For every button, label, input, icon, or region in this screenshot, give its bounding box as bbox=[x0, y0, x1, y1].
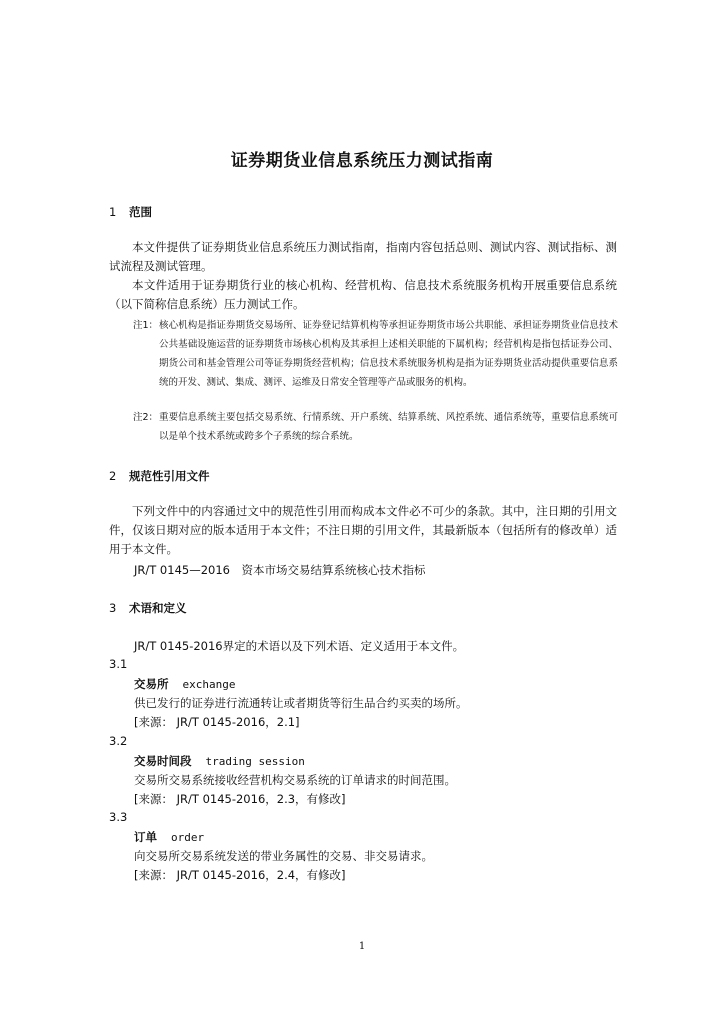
section-number: 2 bbox=[109, 469, 117, 483]
term-number: 3.2 bbox=[109, 734, 128, 748]
term-definition: 交易所交易系统接收经营机构交易系统的订单请求的时间范围。 bbox=[134, 773, 456, 787]
term-heading bbox=[134, 753, 305, 769]
term-zh: 交易时间段 bbox=[134, 754, 192, 768]
term-zh: 订单 bbox=[134, 830, 157, 844]
note-1 bbox=[133, 316, 618, 392]
note-text: 核心机构是指证券期货交易场所、证券登记结算机构等承担证券期货市场公共职能、承担证券期货业信息技术公共基础设施运营的证券期货市场核心机构及其承担上述相关职能的下属机构；经营机构是指包括证券公司、期货公司和基金管理公司等证券期货经营机构；信息技术系统服务机构是指为证券期货业活动提供重要信息系统的开发、测试、集成、测评、运维及日常安全管理等产品或服务的机构。 bbox=[159, 320, 618, 388]
section-title: 术语和定义 bbox=[129, 601, 187, 615]
scope-paragraph-1: 本文件提供了证券期货业信息系统压力测试指南，指南内容包括总则、测试内容、测试指标、测试流程及测试管理。 bbox=[109, 240, 617, 273]
term-heading bbox=[134, 676, 235, 692]
section-title: 规范性引用文件 bbox=[129, 469, 210, 483]
section-number: 1 bbox=[109, 205, 117, 219]
term-heading bbox=[134, 829, 204, 845]
note-label: 注2： bbox=[133, 412, 159, 423]
note-2 bbox=[133, 408, 618, 446]
note-label: 注1： bbox=[133, 320, 159, 331]
term-en: trading session bbox=[205, 755, 305, 768]
term-en: exchange bbox=[182, 678, 236, 691]
document-title: 证券期货业信息系统压力测试指南 bbox=[230, 151, 494, 171]
normative-paragraph: 下列文件中的内容通过文中的规范性引用而构成本文件必不可少的条款。其中，注日期的引用文件，仅该日期对应的版本适用于本文件；不注日期的引用文件，其最新版本（包括所有的修改单）适用于本文件。 bbox=[109, 504, 617, 556]
terms-intro: JR/T 0145-2016界定的术语以及下列术语、定义适用于本文件。 bbox=[134, 639, 465, 653]
term-source: [来源： JR/T 0145-2016，2.4，有修改] bbox=[134, 868, 346, 882]
section-number: 3 bbox=[109, 601, 117, 615]
term-number: 3.1 bbox=[109, 657, 128, 671]
section-1-heading bbox=[109, 204, 152, 220]
page-number: 1 bbox=[358, 941, 366, 952]
term-source: [来源： JR/T 0145-2016，2.1] bbox=[134, 715, 300, 729]
term-source: [来源： JR/T 0145-2016，2.3，有修改] bbox=[134, 792, 346, 806]
section-3-heading bbox=[109, 600, 187, 616]
section-2-heading bbox=[109, 468, 210, 484]
note-text: 重要信息系统主要包括交易系统、行情系统、开户系统、结算系统、风控系统、通信系统等，重要信息系统可以是单个技术系统或跨多个子系统的综合系统。 bbox=[159, 412, 618, 442]
term-number: 3.3 bbox=[109, 810, 128, 824]
term-zh: 交易所 bbox=[134, 677, 169, 691]
term-definition: 供已发行的证券进行流通转让或者期货等衍生品合约买卖的场所。 bbox=[134, 696, 468, 710]
section-title: 范围 bbox=[129, 205, 152, 219]
term-definition: 向交易所交易系统发送的带业务属性的交易、非交易请求。 bbox=[134, 849, 433, 863]
term-en: order bbox=[171, 831, 205, 844]
scope-paragraph-2: 本文件适用于证券期货行业的核心机构、经营机构、信息技术系统服务机构开展重要信息系统（以下简称信息系统）压力测试工作。 bbox=[109, 278, 617, 311]
normative-reference: JR/T 0145—2016 资本市场交易结算系统核心技术指标 bbox=[134, 563, 426, 577]
